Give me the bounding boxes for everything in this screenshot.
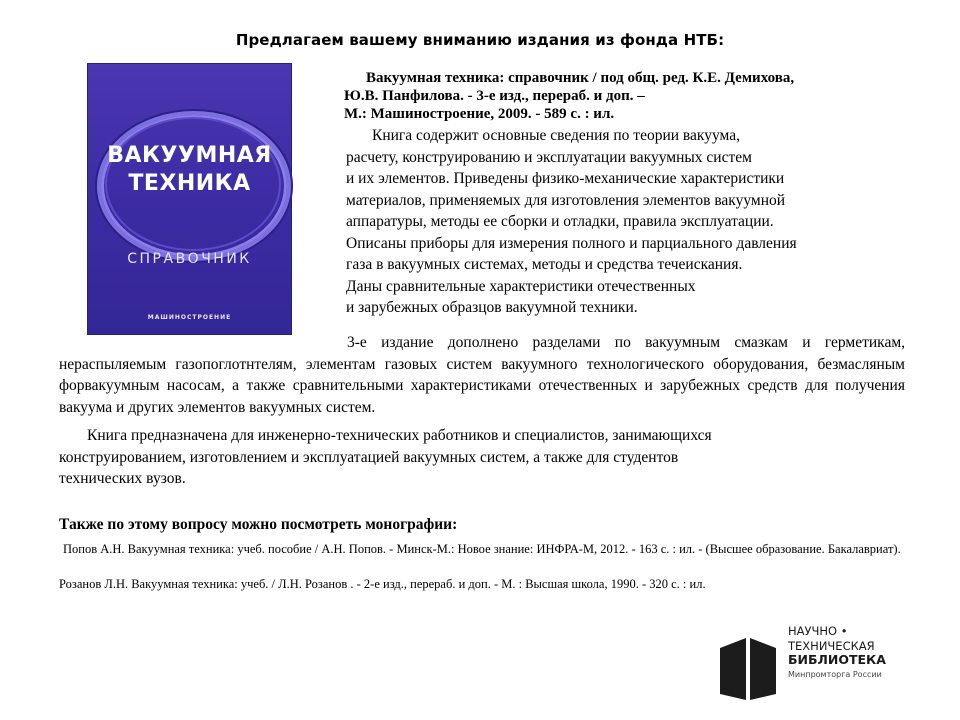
description-line: Книга содержит основные сведения по теории вакуума, xyxy=(372,127,740,144)
third-edition-rest: герметикам, нераспыляемым газопоглотнтелям, элементам газовых систем вакуумного технологического оборудования, безмасляным форвакуумным насосам, а также сравнительными характеристиками отечественных и зарубежных средств для получения вакуума и других элементов вакуумных систем. xyxy=(59,334,906,416)
third-edition-first-line: 3-е издание дополнено разделами по вакуумным смазкам и xyxy=(347,334,811,351)
description-line: материалов, применяемых для изготовления элементов вакуумной xyxy=(346,191,786,209)
description-line: и их элементов. Приведены физико-механические характеристики xyxy=(346,170,785,187)
page-title: Предлагаем вашему вниманию издания из фонда НТБ: xyxy=(235,31,725,49)
audience-line: Книга предназначена для инженерно-технических работников и специалистов, занимающихся xyxy=(87,427,712,444)
audience-line: технических вузов. xyxy=(59,470,186,487)
description-line: Описаны приборы для измерения полного и парциального давления xyxy=(346,234,797,252)
cover-title-line2: ТЕХНИКА xyxy=(128,171,251,196)
citation-line: М.: Машиностроение, 2009. - 589 с. : ил. xyxy=(344,106,615,122)
logo-line4: Минпромторга России xyxy=(788,669,882,679)
open-book-icon xyxy=(718,634,778,704)
library-logo-text xyxy=(788,624,886,682)
description-line: расчету, конструированию и эксплуатации вакуумных систем xyxy=(346,148,752,166)
citation-line: Вакуумная техника: справочник / под общ. ред. К.Е. Демихова, xyxy=(366,70,795,86)
logo-line3: БИБЛИОТЕКА xyxy=(788,652,886,667)
reference-item: Розанов Л.Н. Вакуумная техника: учеб. / Л.Н. Розанов . - 2-е изд., перераб. и доп. - М. : Высшая школа, 1990. - 320 с. : ил. xyxy=(59,577,706,591)
third-edition-paragraph xyxy=(59,332,905,418)
audience-paragraph xyxy=(59,425,905,490)
book-citation xyxy=(344,69,924,123)
cover-title-line1: ВАКУУМНАЯ xyxy=(107,143,272,168)
audience-line: конструированием, изготовлением и эксплуатацией вакуумных систем, а также для студентов xyxy=(59,448,679,466)
description-line: газа в вакуумных системах, методы и средства течеискания. xyxy=(346,256,743,273)
book-description xyxy=(346,125,926,319)
cover-subtitle: СПРАВОЧНИК xyxy=(127,251,252,267)
reference-item: Попов А.Н. Вакуумная техника: учеб. пособие / А.Н. Попов. - Минск-М.: Новое знание: ИНФРА-М, 2012. - 163 с. : ил. - (Высшее образование. Бакалавриат). xyxy=(63,542,901,556)
description-line: аппаратуры, методы ее сборки и отладки, правила эксплуатации. xyxy=(346,213,774,230)
see-also-heading: Также по этому вопросу можно посмотреть монографии: xyxy=(59,516,458,533)
logo-line1: НАУЧНО • xyxy=(788,624,848,638)
book-cover-image xyxy=(87,63,292,335)
citation-line: Ю.В. Панфилова. - 3-е изд., перераб. и доп. – xyxy=(344,88,645,104)
logo-line2: ТЕХНИЧЕСКАЯ xyxy=(788,638,875,653)
description-line: Даны сравнительные характеристики отечественных xyxy=(346,277,696,295)
description-line: и зарубежных образцов вакуумной техники. xyxy=(346,299,638,316)
cover-publisher: МАШИНОСТРОЕНИЕ xyxy=(147,314,232,321)
